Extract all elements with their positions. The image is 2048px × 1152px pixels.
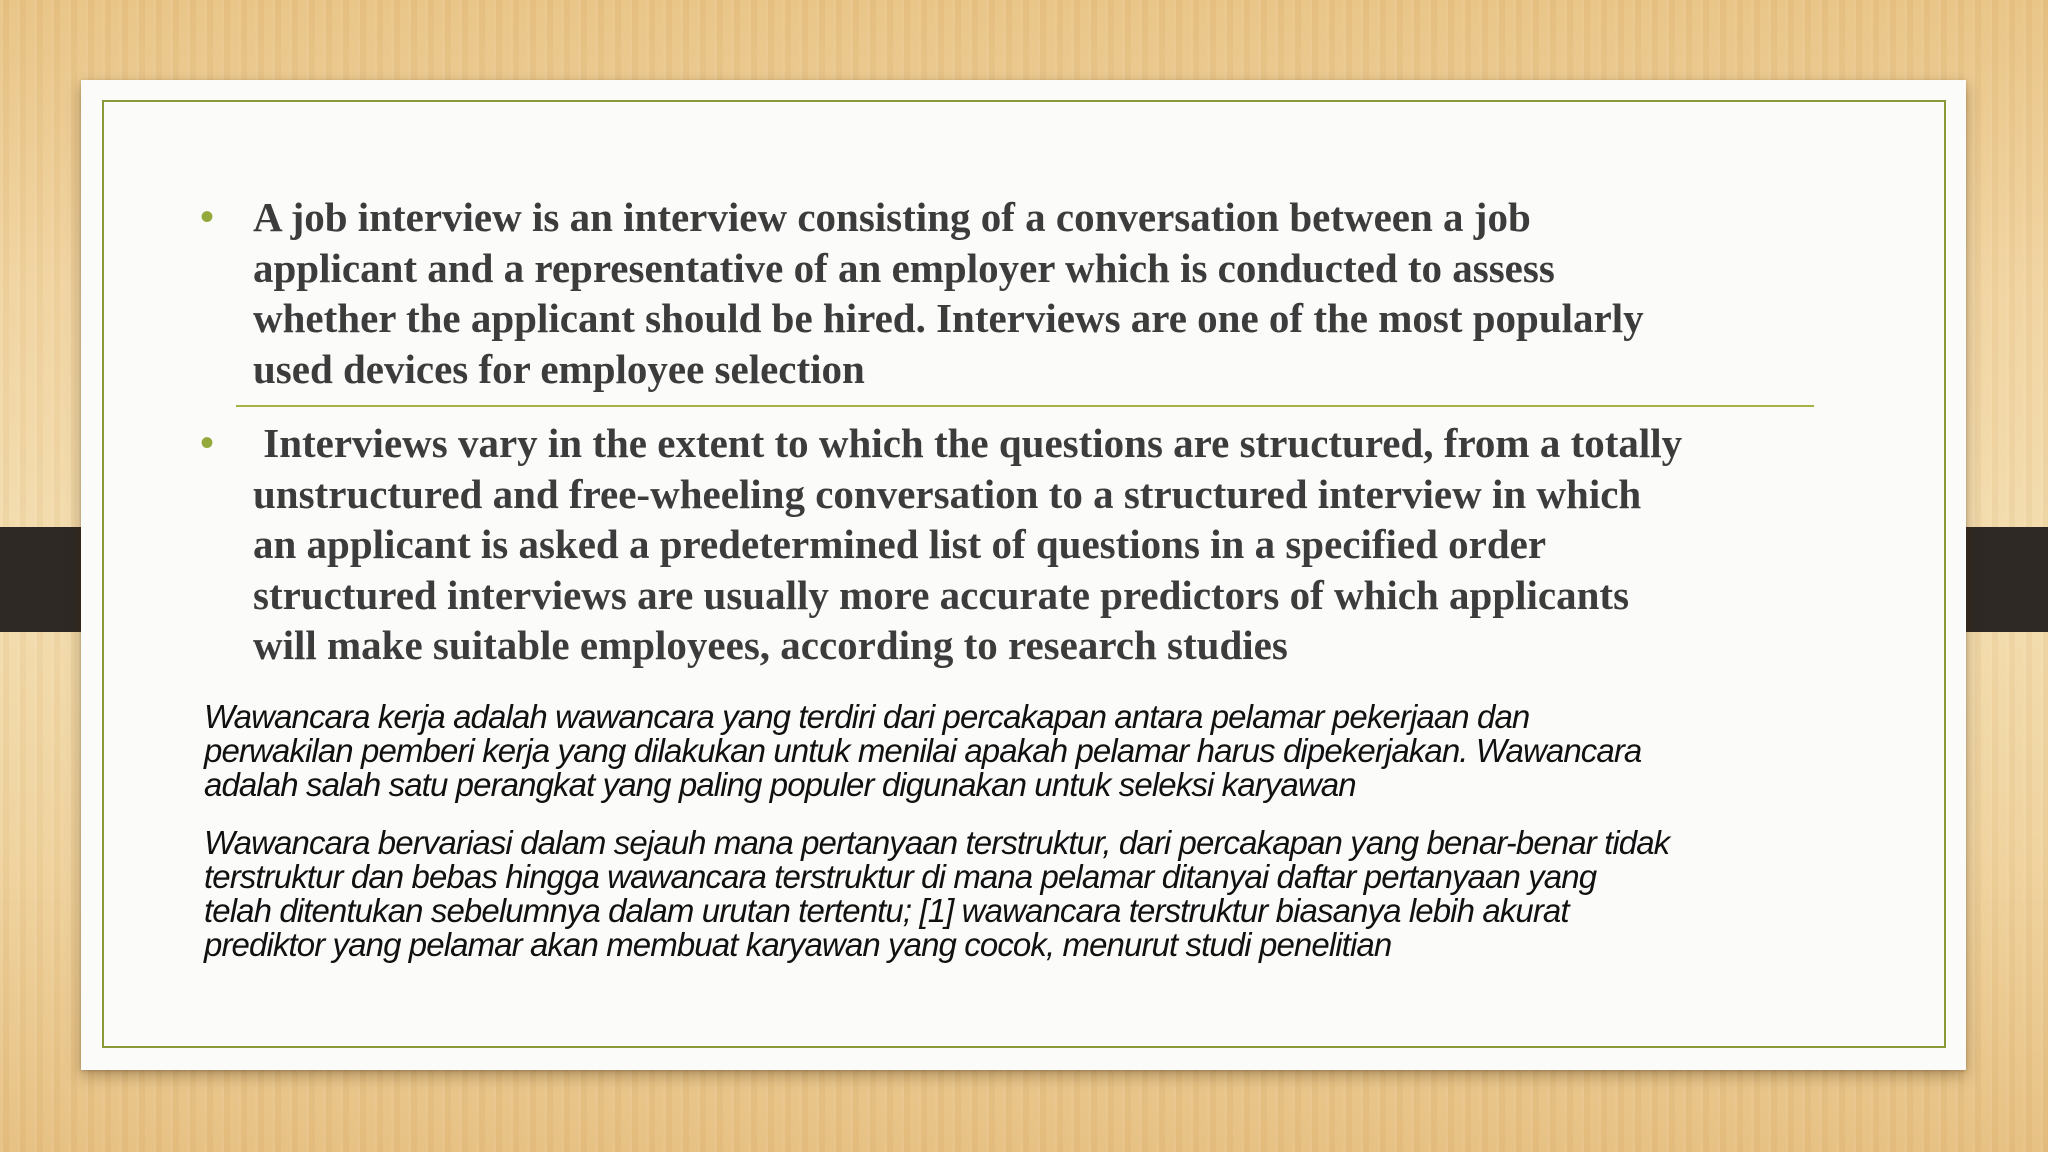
bullet-line: A job interview is an interview consisting of a conversation between a job [253,194,1531,240]
translation-line: terstruktur dan bebas hingga wawancara terstruktur di mana pelamar ditanyai daftar pertanyaan yang [204,858,1597,895]
translation-line: Wawancara bervariasi dalam sejauh mana pertanyaan terstruktur, dari percakapan yang benar-benar tidak [204,824,1670,861]
bullet-interview-structure [200,418,1900,671]
bullet-text [253,418,1682,671]
bullet-line: unstructured and free-wheeling conversation to a structured interview in which [253,470,1642,517]
bullet-line: applicant and a representative of an employer which is conducted to assess [253,244,1555,291]
translation-line: adalah salah satu perangkat yang paling populer digunakan untuk seleksi karyawan [204,766,1356,803]
bullet-job-interview [200,192,1900,394]
bullet-marker: • [200,421,215,465]
translation-line: Wawancara kerja adalah wawancara yang terdiri dari percakapan antara pelamar pekerjaan dan [204,698,1530,735]
bullet-line: used devices for employee selection [253,345,865,392]
translation-paragraph-2 [204,826,1924,962]
divider-line [236,405,1814,407]
bullet-line: Interviews vary in the extent to which the questions are structured, from a totally [253,420,1683,466]
bullet-text [253,192,1644,394]
bullet-line: will make suitable employees, according to research studies [253,622,1288,668]
translation-paragraph-1 [204,700,1924,802]
bullet-line: whether the applicant should be hired. Interviews are one of the most popularly [253,295,1644,341]
translation-line: telah ditentukan sebelumnya dalam urutan tertentu; [1] wawancara terstruktur biasanya lebih akurat [204,892,1569,929]
bullet-line: an applicant is asked a predetermined list of questions in a specified order [253,521,1547,567]
bullet-line: structured interviews are usually more accurate predictors of which applicants [253,571,1630,618]
bullet-marker: • [200,195,215,239]
translation-line: prediktor yang pelamar akan membuat karyawan yang cocok, menurut studi penelitian [204,926,1392,963]
translation-line: perwakilan pemberi kerja yang dilakukan untuk menilai apakah pelamar harus dipekerjakan. Wawancara [204,732,1642,769]
